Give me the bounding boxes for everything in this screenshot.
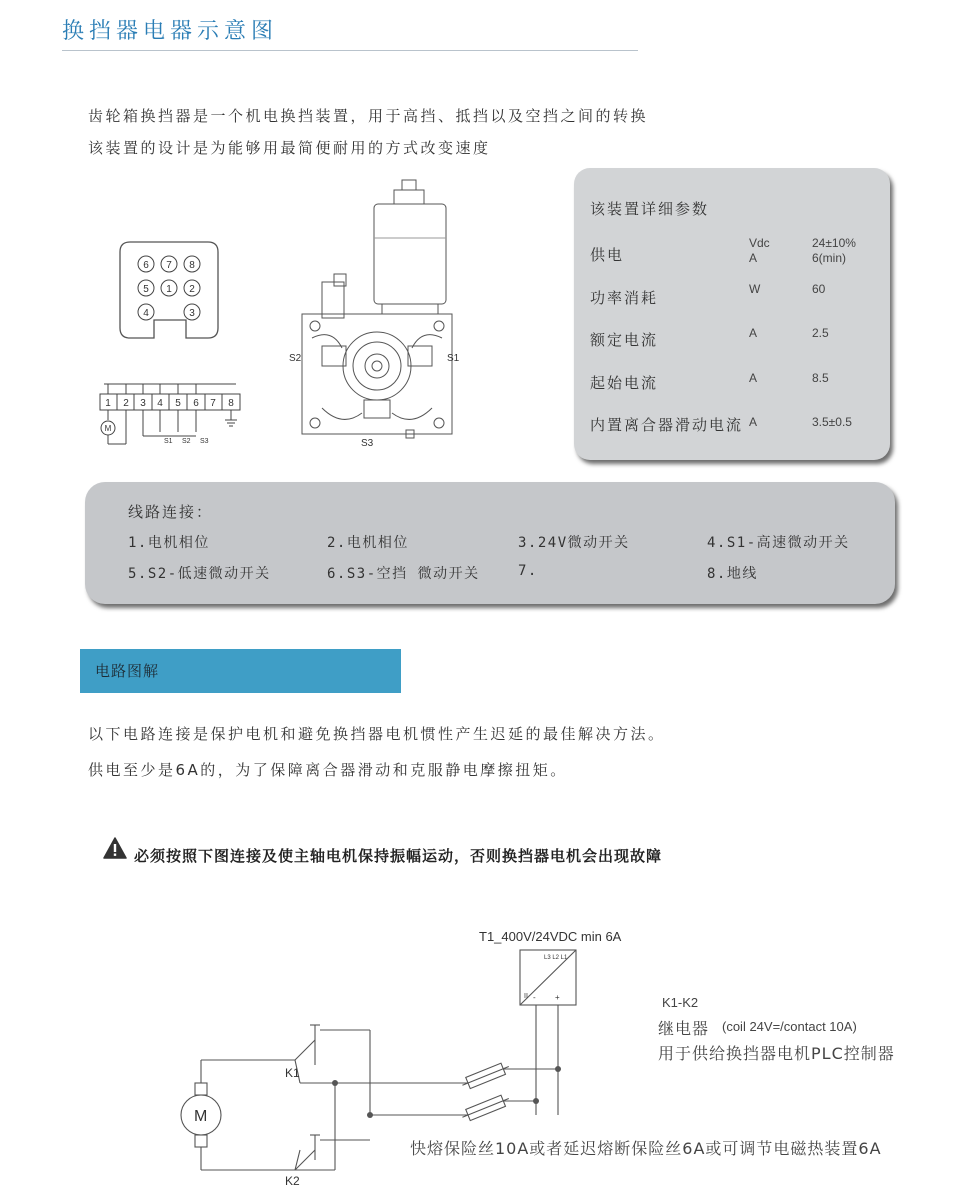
- wiring-item: 5.S2-低速微动开关: [128, 566, 271, 582]
- motor-label: M: [194, 1108, 208, 1125]
- pin-label: 3: [189, 308, 195, 319]
- device-label-s1: S1: [447, 353, 460, 364]
- parameters-heading: 该装置详细参数: [590, 200, 710, 218]
- relay-k2-label: K2: [285, 1174, 300, 1188]
- pin-label: 4: [143, 308, 149, 319]
- wiring-item: 1.电机相位: [128, 535, 210, 551]
- param-value: 24±10% 6(min): [812, 236, 856, 265]
- param-unit: A: [749, 326, 758, 340]
- terminal-number: 3: [140, 398, 146, 409]
- transformer-label: T1_400V/24VDC min 6A: [479, 929, 622, 944]
- param-unit: Vdc A: [749, 236, 770, 265]
- param-value: 3.5±0.5: [812, 415, 852, 429]
- terminal-strip-diagram: [96, 380, 246, 452]
- param-label: 内置离合器滑动电流: [590, 416, 744, 434]
- param-label: 功率消耗: [590, 289, 659, 307]
- wiring-item: 4.S1-高速微动开关: [707, 535, 850, 551]
- intro-line-1: 齿轮箱换挡器是一个机电换挡装置，用于高挡、抵挡以及空挡之间的转换: [88, 107, 649, 125]
- relay-use: 用于供给换挡器电机PLC控制器: [658, 1044, 895, 1063]
- gear-shifter-device-drawing: [282, 178, 472, 450]
- wiring-item: 7.: [518, 563, 538, 579]
- explanation-line-1: 以下电路连接是保护电机和避免换挡器电机惯性产生迟延的最佳解决方法。: [88, 725, 666, 743]
- title-divider: [62, 50, 638, 51]
- page-title: 换挡器电器示意图: [62, 19, 279, 44]
- pin-label: 6: [143, 260, 149, 271]
- terminal-number: 5: [175, 398, 181, 409]
- param-label: 起始电流: [590, 374, 659, 392]
- terminal-number: 8: [228, 398, 234, 409]
- terminal-number: 1: [105, 398, 111, 409]
- fuse-note: 快熔保险丝10A或者延迟熔断保险丝6A或可调节电磁热装置6A: [410, 1139, 882, 1158]
- wiring-heading: 线路连接：: [128, 503, 214, 521]
- terminal-number: 4: [157, 398, 163, 409]
- wiring-item: 6.S3-空挡 微动开关: [327, 566, 480, 582]
- param-value: 8.5: [812, 371, 829, 385]
- wiring-item: 3.24V微动开关: [518, 535, 630, 551]
- transformer-minus: -: [533, 993, 536, 1002]
- intro-line-2: 该装置的设计是为能够用最简便耐用的方式改变速度: [88, 139, 491, 157]
- relay-name: 继电器: [658, 1019, 710, 1038]
- relay-k1-label: K1: [285, 1066, 300, 1080]
- switch-label: S1: [164, 438, 173, 445]
- wiring-item: 2.电机相位: [327, 535, 409, 551]
- pin-label: 8: [189, 260, 195, 271]
- warning-text: 必须按照下图连接及使主轴电机保持振幅运动，否则换挡器电机会出现故障: [134, 847, 663, 865]
- connector-pinout-diagram: [118, 240, 220, 340]
- transformer-plus: +: [555, 993, 560, 1002]
- relay-spec: (coil 24V=/contact 10A): [722, 1019, 857, 1034]
- pin-label: 7: [166, 260, 172, 271]
- param-unit: A: [749, 415, 758, 429]
- switch-label: S3: [200, 438, 209, 445]
- wiring-panel: [85, 482, 895, 604]
- pin-label: 5: [143, 284, 149, 295]
- switch-label: S2: [182, 438, 191, 445]
- terminal-number: 7: [210, 398, 216, 409]
- parameters-panel: [574, 168, 890, 460]
- transformer-ii: II: [524, 993, 528, 1000]
- param-value: 60: [812, 282, 826, 296]
- motor-symbol: M: [104, 424, 112, 433]
- pin-label: 2: [189, 284, 195, 295]
- section-header-label: 电路图解: [95, 662, 160, 680]
- terminal-number: 6: [193, 398, 199, 409]
- wiring-item: 8.地线: [707, 566, 758, 582]
- device-label-s2: S2: [289, 353, 302, 364]
- param-label: 额定电流: [590, 331, 659, 349]
- param-unit: W: [749, 282, 761, 296]
- param-label: 供电: [590, 246, 625, 264]
- param-unit: A: [749, 371, 758, 385]
- explanation-line-2: 供电至少是6A的，为了保障离合器滑动和克服静电摩擦扭矩。: [88, 761, 568, 779]
- device-label-s3: S3: [361, 438, 374, 449]
- param-value: 2.5: [812, 326, 829, 340]
- pin-label: 1: [166, 284, 172, 295]
- warning-triangle-icon: [103, 837, 127, 859]
- relay-title: K1-K2: [662, 995, 699, 1010]
- terminal-number: 2: [123, 398, 129, 409]
- transformer-terminals: L3 L2 L1: [544, 955, 568, 961]
